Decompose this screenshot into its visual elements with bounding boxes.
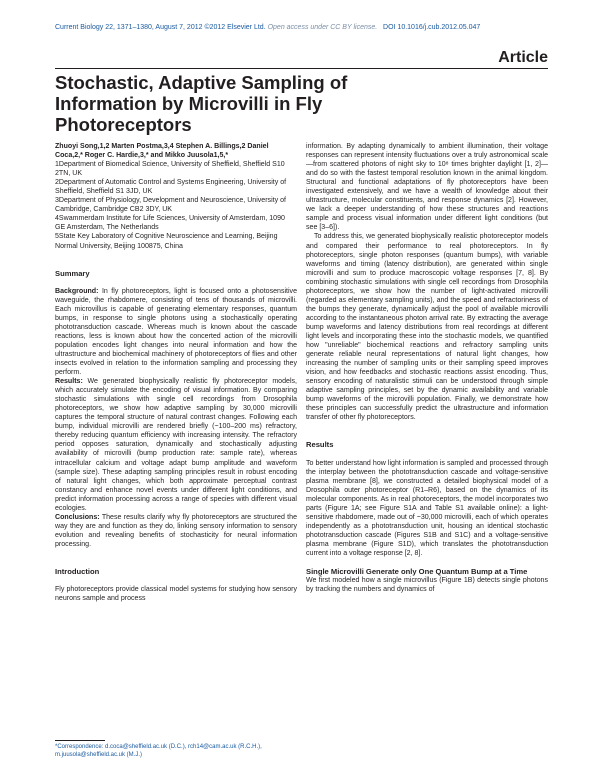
- affiliation-3: 3Department of Physiology, Development and Neuroscience, University of Cambridge, Cambridge CB2 3DY, UK: [55, 197, 286, 214]
- introduction-text: Fly photoreceptors provide classical model systems for studying how sensory neurons sample and process: [55, 586, 297, 603]
- affiliation-2: 2Department of Automatic Control and Systems Engineering, University of Sheffield, Sheffield S1 3JD, UK: [55, 179, 287, 196]
- correspondence-text[interactable]: *Correspondence: d.coca@sheffield.ac.uk (D.C.), rch14@cam.ac.uk (R.C.H.), m.juusola@sheffield.ac.uk (M.J.): [55, 744, 262, 758]
- results-label: Results:: [55, 378, 83, 386]
- right-column: [306, 142, 548, 594]
- single-microvilli-paragraph: We first modeled how a single microvillus (Figure 1B) detects single photons by tracking the numbers and dynamics of: [306, 577, 548, 594]
- article-title: Stochastic, Adaptive Sampling of Information by Microvilli in Fly Photoreceptors: [55, 72, 348, 135]
- summary-conclusions: [55, 513, 297, 549]
- left-column: [55, 142, 297, 603]
- affiliation-4: 4Swammerdam Institute for Life Sciences, University of Amsterdam, 1090 GE Amsterdam, The Netherlands: [55, 215, 285, 232]
- summary-heading: Summary: [55, 268, 90, 278]
- citation-line: Current Biology 22, 1371–1380, August 7, 2012 ©2012 Elsevier Ltd.: [55, 24, 266, 31]
- journal-header: [55, 24, 480, 31]
- single-microvilli-subheading: Single Microvilli Generate only One Quantum Bump at a Time: [306, 567, 528, 577]
- intro-paragraph-2: To address this, we generated biophysically realistic photoreceptor models and compared their performance to real photoreceptors. In fly photoreceptors, single photon responses (quantum bumps), with variable waveforms and timing (latency distribution), are generated within single microvilli and sum to produce macroscopic voltage responses [7, 8]. By combining stochastic simulations with single cell recordings from Drosophila photoreceptors, we show how the number of light-activated microvilli (regarded as elementary sampling units), and the speed and refractoriness of the bumps they generate, dynamically adjust the pool of available microvilli according to the instantaneous photon arrival rate. By extracting the average bump waveforms and latency distributions from real recordings at different light levels and incorporating these into the stochastic models, we quantified how "unreliable" biochemical reactions and refractory sampling units generate reliable neural representations of natural light changes, how increasing the number of sampling units or their sampling speed improves vision, and how feedbacks and stochastic reactions assist encoding. Thus, sensory encoding of naturalistic stimuli can be understood through simple adaptive sampling principles, set by the dynamic availability and variable bump waveforms of the microvilli population. Finally, we demonstrate how these principles can successfully predict the ultrastructure and information transfer of other fly photoreceptors.: [306, 233, 548, 422]
- affiliation-5: 5State Key Laboratory of Cognitive Neuroscience and Learning, Beijing Normal University, Beijing 100875, China: [55, 233, 278, 250]
- open-access-link[interactable]: Open access under CC BY license.: [267, 24, 378, 31]
- footnote-rule: [55, 740, 105, 741]
- correspondence-footnote: [55, 740, 297, 759]
- affiliation-1: 1Department of Biomedical Science, University of Sheffield, Sheffield S10 2TN, UK: [55, 161, 285, 178]
- conclusions-text: These results clarify why fly photoreceptors are structured the way they are and function as they do, linking sensory information to sensory evolution and revealing benefits of stochasticity for neural information processing.: [55, 513, 297, 548]
- article-type-label: Article: [498, 49, 548, 66]
- conclusions-label: Conclusions:: [55, 513, 100, 521]
- summary-background: [55, 287, 297, 377]
- background-label: Background:: [55, 287, 99, 295]
- results-text: We generated biophysically realistic fly photoreceptor models, which accurately simulate the encoding of visual information. By comparing stochastic simulations with single cell recordings from Drosophila photoreceptors, we show how adaptive sampling by 30,000 microvilli captures the temporal structure of natural contrast changes. Following each bump, individual microvilli are rendered briefly (~100–200 ms) refractory, thereby reducing quantum efficiency with increasing intensity. The refractory period opposes saturation, dynamically and stochastically adjusting availability of microvilli (bump production rate: sample rate), whereas intracellular calcium and voltage adapt bump amplitude and waveform (sample size). These adapting sampling principles result in robust encoding of natural light changes, which both approximate perceptual contrast constancy and enhance novel events under different light conditions, and predict information processing across a range of species with different visual ecologies.: [55, 378, 297, 512]
- header-rule: [55, 68, 548, 69]
- results-paragraph: To better understand how light information is sampled and processed through the interplay between the phototransduction cascade and voltage-sensitive plasma membrane [8], we constructed a detailed biophysical model of a Drosophila outer photoreceptor (R1–R6), based on the dynamics of its molecular components. As in real photoreceptors, the model incorporates two parts (Figure 1A; see Figure S1A and Table S1 available online): a light-sensitive rhabdomere, made out of ~30,000 microvilli, each of which operates independently as a phototransduction unit, housing an identical stochastic phototransduction cascade (Figures S1B and S1C) and a voltage-sensitive plasma membrane (Figure S1D), which translates the phototransduction current into a voltage response [2, 8].: [306, 459, 548, 557]
- intro-continued: information. By adapting dynamically to ambient illumination, their voltage responses can represent intensity fluctuations over a truly astronomical scale—from scattered photons of night sky to 10⁸ times brighter daylight [1, 2]—and do so with the fastest temporal resolution known in the animal kingdom. Structural and functional adaptations of fly photoreceptors have been investigated extensively, and we have a wealth of knowledge about their ultrastructure, molecular constituents, and response dynamics [2]. However, we lack a deeper understanding of how these structures and reactions sample and process visual information under different light conditions (but see [3–6]).: [306, 143, 548, 232]
- doi-link[interactable]: DOI 10.1016/j.cub.2012.05.047: [383, 24, 481, 31]
- introduction-heading: Introduction: [55, 566, 100, 576]
- results-heading: Results: [306, 440, 334, 450]
- background-text: In fly photoreceptors, light is focused onto a photosensitive waveguide, the rhabdomere, consisting of tens of thousands of microvilli. Each microvillus is capable of generating elementary responses, quantum bumps, in response to single photons using a stochastically operating phototransduction cascade. Whereas much is known about the cascade reactions, less is known about how the concerted action of the microvilli population encodes light changes into neural information and how the ultrastructure and biochemical machinery of photoreceptors of flies and other insects evolved in relation to the information sampling and processing they perform.: [55, 287, 298, 377]
- summary-results: [55, 377, 297, 513]
- author-list: Zhuoyi Song,1,2 Marten Postma,3,4 Stephen A. Billings,2 Daniel Coca,2,* Roger C. Hardie,3,* and Mikko Juusola1,5,*: [55, 143, 269, 160]
